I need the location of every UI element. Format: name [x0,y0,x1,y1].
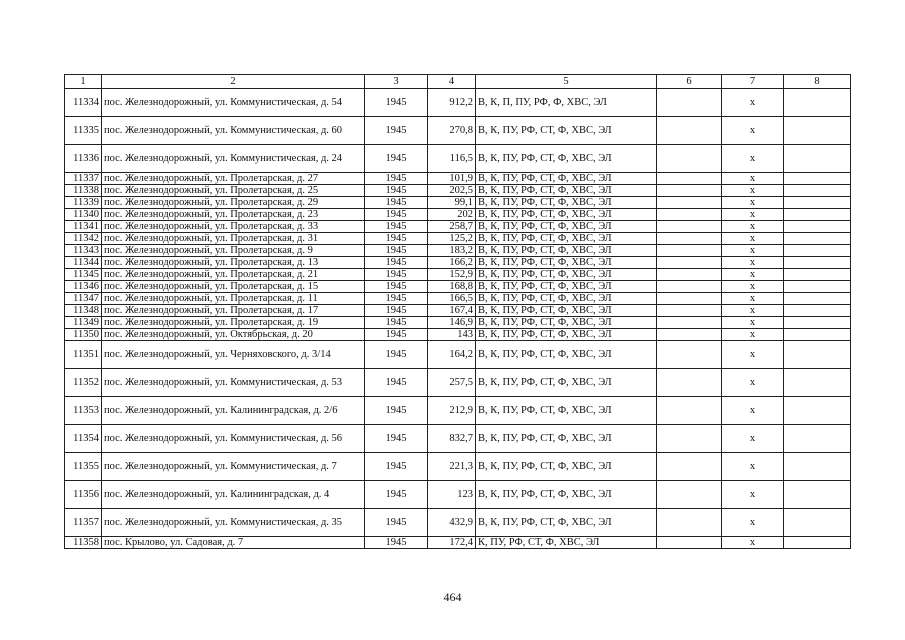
address-cell: пос. Железнодорожный, ул. Коммунистическая, д. 60 [102,117,365,145]
area-cell: 183,2 [428,245,476,257]
column-8-cell [784,397,851,425]
column-8-cell [784,197,851,209]
table-row [65,269,851,281]
address-cell: пос. Железнодорожный, ул. Калининградская, д. 2/6 [102,397,365,425]
address-cell: пос. Железнодорожный, ул. Калининградская, д. 4 [102,481,365,509]
table-row [65,245,851,257]
column-6-cell [657,209,722,221]
column-8-cell [784,117,851,145]
row-number-cell: 11357 [65,509,102,537]
year-cell: 1945 [365,173,428,185]
address-cell: пос. Железнодорожный, ул. Пролетарская, д. 21 [102,269,365,281]
table-row [65,257,851,269]
mark-cell: х [722,425,784,453]
year-cell: 1945 [365,293,428,305]
address-cell: пос. Железнодорожный, ул. Коммунистическая, д. 54 [102,89,365,117]
column-6-cell [657,317,722,329]
column-8-cell [784,245,851,257]
column-6-cell [657,341,722,369]
address-cell: пос. Железнодорожный, ул. Пролетарская, д. 9 [102,245,365,257]
table-row [65,293,851,305]
header-cell: 3 [365,75,428,89]
row-number-cell: 11338 [65,185,102,197]
works-cell: В, К, ПУ, РФ, СТ, Ф, ХВС, ЭЛ [476,185,657,197]
address-cell: пос. Железнодорожный, ул. Пролетарская, д. 19 [102,317,365,329]
year-cell: 1945 [365,269,428,281]
year-cell: 1945 [365,185,428,197]
area-cell: 167,4 [428,305,476,317]
column-6-cell [657,281,722,293]
column-6-cell [657,305,722,317]
address-cell: пос. Железнодорожный, ул. Пролетарская, д. 13 [102,257,365,269]
column-8-cell [784,221,851,233]
row-number-cell: 11339 [65,197,102,209]
column-8-cell [784,281,851,293]
address-cell: пос. Железнодорожный, ул. Коммунистическая, д. 35 [102,509,365,537]
works-cell: В, К, ПУ, РФ, СТ, Ф, ХВС, ЭЛ [476,117,657,145]
address-cell: пос. Железнодорожный, ул. Пролетарская, д. 27 [102,173,365,185]
address-cell: пос. Железнодорожный, ул. Коммунистическая, д. 7 [102,453,365,481]
column-6-cell [657,173,722,185]
area-cell: 172,4 [428,537,476,549]
mark-cell: х [722,281,784,293]
mark-cell: х [722,341,784,369]
works-cell: В, К, ПУ, РФ, СТ, Ф, ХВС, ЭЛ [476,221,657,233]
works-cell: В, К, ПУ, РФ, СТ, Ф, ХВС, ЭЛ [476,209,657,221]
table-row [65,329,851,341]
area-cell: 116,5 [428,145,476,173]
mark-cell: х [722,293,784,305]
column-6-cell [657,145,722,173]
column-6-cell [657,509,722,537]
area-cell: 99,1 [428,197,476,209]
address-cell: пос. Железнодорожный, ул. Пролетарская, д. 33 [102,221,365,233]
column-8-cell [784,293,851,305]
mark-cell: х [722,257,784,269]
mark-cell: х [722,89,784,117]
column-8-cell [784,233,851,245]
works-cell: В, К, ПУ, РФ, СТ, Ф, ХВС, ЭЛ [476,145,657,173]
column-8-cell [784,329,851,341]
row-number-cell: 11341 [65,221,102,233]
address-cell: пос. Железнодорожный, ул. Пролетарская, д. 29 [102,197,365,209]
mark-cell: х [722,317,784,329]
table-row [65,305,851,317]
table-row [65,117,851,145]
works-cell: В, К, ПУ, РФ, СТ, Ф, ХВС, ЭЛ [476,397,657,425]
table-row [65,425,851,453]
mark-cell: х [722,537,784,549]
row-number-cell: 11356 [65,481,102,509]
header-cell: 5 [476,75,657,89]
year-cell: 1945 [365,317,428,329]
address-cell: пос. Железнодорожный, ул. Октябрьская, д. 20 [102,329,365,341]
area-cell: 221,3 [428,453,476,481]
table-row [65,209,851,221]
table-row [65,221,851,233]
table-row [65,369,851,397]
year-cell: 1945 [365,537,428,549]
table-row [65,89,851,117]
works-cell: В, К, ПУ, РФ, СТ, Ф, ХВС, ЭЛ [476,293,657,305]
row-number-cell: 11358 [65,537,102,549]
mark-cell: х [722,233,784,245]
row-number-cell: 11351 [65,341,102,369]
mark-cell: х [722,509,784,537]
row-number-cell: 11336 [65,145,102,173]
works-cell: В, К, ПУ, РФ, СТ, Ф, ХВС, ЭЛ [476,233,657,245]
column-8-cell [784,453,851,481]
address-cell: пос. Железнодорожный, ул. Пролетарская, д. 25 [102,185,365,197]
column-8-cell [784,269,851,281]
year-cell: 1945 [365,397,428,425]
row-number-cell: 11345 [65,269,102,281]
row-number-cell: 11344 [65,257,102,269]
year-cell: 1945 [365,509,428,537]
table-row [65,397,851,425]
header-cell: 4 [428,75,476,89]
year-cell: 1945 [365,117,428,145]
works-cell: В, К, П, ПУ, РФ, Ф, ХВС, ЭЛ [476,89,657,117]
row-number-cell: 11340 [65,209,102,221]
address-cell: пос. Железнодорожный, ул. Коммунистическая, д. 56 [102,425,365,453]
mark-cell: х [722,173,784,185]
column-8-cell [784,369,851,397]
year-cell: 1945 [365,341,428,369]
header-cell: 8 [784,75,851,89]
mark-cell: х [722,145,784,173]
address-cell: пос. Железнодорожный, ул. Пролетарская, д. 23 [102,209,365,221]
area-cell: 202,5 [428,185,476,197]
column-6-cell [657,233,722,245]
works-cell: В, К, ПУ, РФ, СТ, Ф, ХВС, ЭЛ [476,425,657,453]
row-number-cell: 11346 [65,281,102,293]
row-number-cell: 11353 [65,397,102,425]
column-6-cell [657,481,722,509]
address-cell: пос. Железнодорожный, ул. Пролетарская, д. 15 [102,281,365,293]
table-row [65,185,851,197]
area-cell: 166,5 [428,293,476,305]
works-cell: В, К, ПУ, РФ, СТ, Ф, ХВС, ЭЛ [476,481,657,509]
works-cell: В, К, ПУ, РФ, СТ, Ф, ХВС, ЭЛ [476,281,657,293]
year-cell: 1945 [365,329,428,341]
mark-cell: х [722,305,784,317]
column-6-cell [657,221,722,233]
area-cell: 912,2 [428,89,476,117]
table-row [65,537,851,549]
row-number-cell: 11354 [65,425,102,453]
year-cell: 1945 [365,369,428,397]
mark-cell: х [722,221,784,233]
works-cell: В, К, ПУ, РФ, СТ, Ф, ХВС, ЭЛ [476,329,657,341]
works-cell: К, ПУ, РФ, СТ, Ф, ХВС, ЭЛ [476,537,657,549]
table-row [65,233,851,245]
column-8-cell [784,209,851,221]
column-6-cell [657,245,722,257]
mark-cell: х [722,245,784,257]
area-cell: 123 [428,481,476,509]
row-number-cell: 11352 [65,369,102,397]
works-cell: В, К, ПУ, РФ, СТ, Ф, ХВС, ЭЛ [476,453,657,481]
row-number-cell: 11337 [65,173,102,185]
row-number-cell: 11348 [65,305,102,317]
column-8-cell [784,425,851,453]
column-8-cell [784,185,851,197]
column-6-cell [657,117,722,145]
header-row [65,75,851,89]
area-cell: 164,2 [428,341,476,369]
mark-cell: х [722,397,784,425]
year-cell: 1945 [365,481,428,509]
row-number-cell: 11349 [65,317,102,329]
address-cell: пос. Железнодорожный, ул. Пролетарская, д. 17 [102,305,365,317]
area-cell: 258,7 [428,221,476,233]
column-6-cell [657,197,722,209]
area-cell: 101,9 [428,173,476,185]
works-cell: В, К, ПУ, РФ, СТ, Ф, ХВС, ЭЛ [476,317,657,329]
works-cell: В, К, ПУ, РФ, СТ, Ф, ХВС, ЭЛ [476,305,657,317]
table-body [65,75,851,549]
table-row [65,341,851,369]
works-cell: В, К, ПУ, РФ, СТ, Ф, ХВС, ЭЛ [476,369,657,397]
column-6-cell [657,425,722,453]
row-number-cell: 11343 [65,245,102,257]
area-cell: 202 [428,209,476,221]
year-cell: 1945 [365,453,428,481]
mark-cell: х [722,329,784,341]
area-cell: 166,2 [428,257,476,269]
column-6-cell [657,369,722,397]
address-cell: пос. Железнодорожный, ул. Черняховского, д. 3/14 [102,341,365,369]
area-cell: 257,5 [428,369,476,397]
area-cell: 270,8 [428,117,476,145]
address-cell: пос. Железнодорожный, ул. Пролетарская, д. 31 [102,233,365,245]
table-row [65,509,851,537]
table-row [65,317,851,329]
column-8-cell [784,341,851,369]
column-8-cell [784,173,851,185]
works-cell: В, К, ПУ, РФ, СТ, Ф, ХВС, ЭЛ [476,269,657,281]
mark-cell: х [722,481,784,509]
header-cell: 6 [657,75,722,89]
column-6-cell [657,269,722,281]
column-8-cell [784,257,851,269]
table-row [65,481,851,509]
year-cell: 1945 [365,209,428,221]
works-cell: В, К, ПУ, РФ, СТ, Ф, ХВС, ЭЛ [476,509,657,537]
year-cell: 1945 [365,425,428,453]
year-cell: 1945 [365,281,428,293]
column-8-cell [784,145,851,173]
year-cell: 1945 [365,305,428,317]
header-cell: 7 [722,75,784,89]
column-6-cell [657,293,722,305]
works-cell: В, К, ПУ, РФ, СТ, Ф, ХВС, ЭЛ [476,197,657,209]
address-cell: пос. Крылово, ул. Садовая, д. 7 [102,537,365,549]
area-cell: 432,9 [428,509,476,537]
column-8-cell [784,317,851,329]
header-cell: 2 [102,75,365,89]
column-6-cell [657,397,722,425]
column-6-cell [657,89,722,117]
column-8-cell [784,481,851,509]
address-cell: пос. Железнодорожный, ул. Пролетарская, д. 11 [102,293,365,305]
year-cell: 1945 [365,221,428,233]
address-cell: пос. Железнодорожный, ул. Коммунистическая, д. 24 [102,145,365,173]
area-cell: 152,9 [428,269,476,281]
year-cell: 1945 [365,257,428,269]
mark-cell: х [722,453,784,481]
year-cell: 1945 [365,245,428,257]
column-8-cell [784,305,851,317]
column-8-cell [784,89,851,117]
area-cell: 146,9 [428,317,476,329]
mark-cell: х [722,185,784,197]
area-cell: 832,7 [428,425,476,453]
area-cell: 212,9 [428,397,476,425]
mark-cell: х [722,269,784,281]
table-row [65,281,851,293]
table-row [65,145,851,173]
mark-cell: х [722,369,784,397]
column-6-cell [657,453,722,481]
area-cell: 125,2 [428,233,476,245]
year-cell: 1945 [365,197,428,209]
mark-cell: х [722,117,784,145]
works-cell: В, К, ПУ, РФ, СТ, Ф, ХВС, ЭЛ [476,341,657,369]
row-number-cell: 11335 [65,117,102,145]
row-number-cell: 11355 [65,453,102,481]
row-number-cell: 11347 [65,293,102,305]
row-number-cell: 11342 [65,233,102,245]
area-cell: 143 [428,329,476,341]
address-cell: пос. Железнодорожный, ул. Коммунистическая, д. 53 [102,369,365,397]
column-8-cell [784,509,851,537]
area-cell: 168,8 [428,281,476,293]
row-number-cell: 11334 [65,89,102,117]
works-cell: В, К, ПУ, РФ, СТ, Ф, ХВС, ЭЛ [476,173,657,185]
header-cell: 1 [65,75,102,89]
works-cell: В, К, ПУ, РФ, СТ, Ф, ХВС, ЭЛ [476,257,657,269]
column-6-cell [657,537,722,549]
housing-register-table [64,74,851,549]
row-number-cell: 11350 [65,329,102,341]
table-row [65,197,851,209]
year-cell: 1945 [365,145,428,173]
column-6-cell [657,329,722,341]
page-number: 464 [443,590,462,604]
table-row [65,453,851,481]
year-cell: 1945 [365,89,428,117]
mark-cell: х [722,209,784,221]
column-6-cell [657,257,722,269]
column-8-cell [784,537,851,549]
year-cell: 1945 [365,233,428,245]
works-cell: В, К, ПУ, РФ, СТ, Ф, ХВС, ЭЛ [476,245,657,257]
table-row [65,173,851,185]
mark-cell: х [722,197,784,209]
column-6-cell [657,185,722,197]
